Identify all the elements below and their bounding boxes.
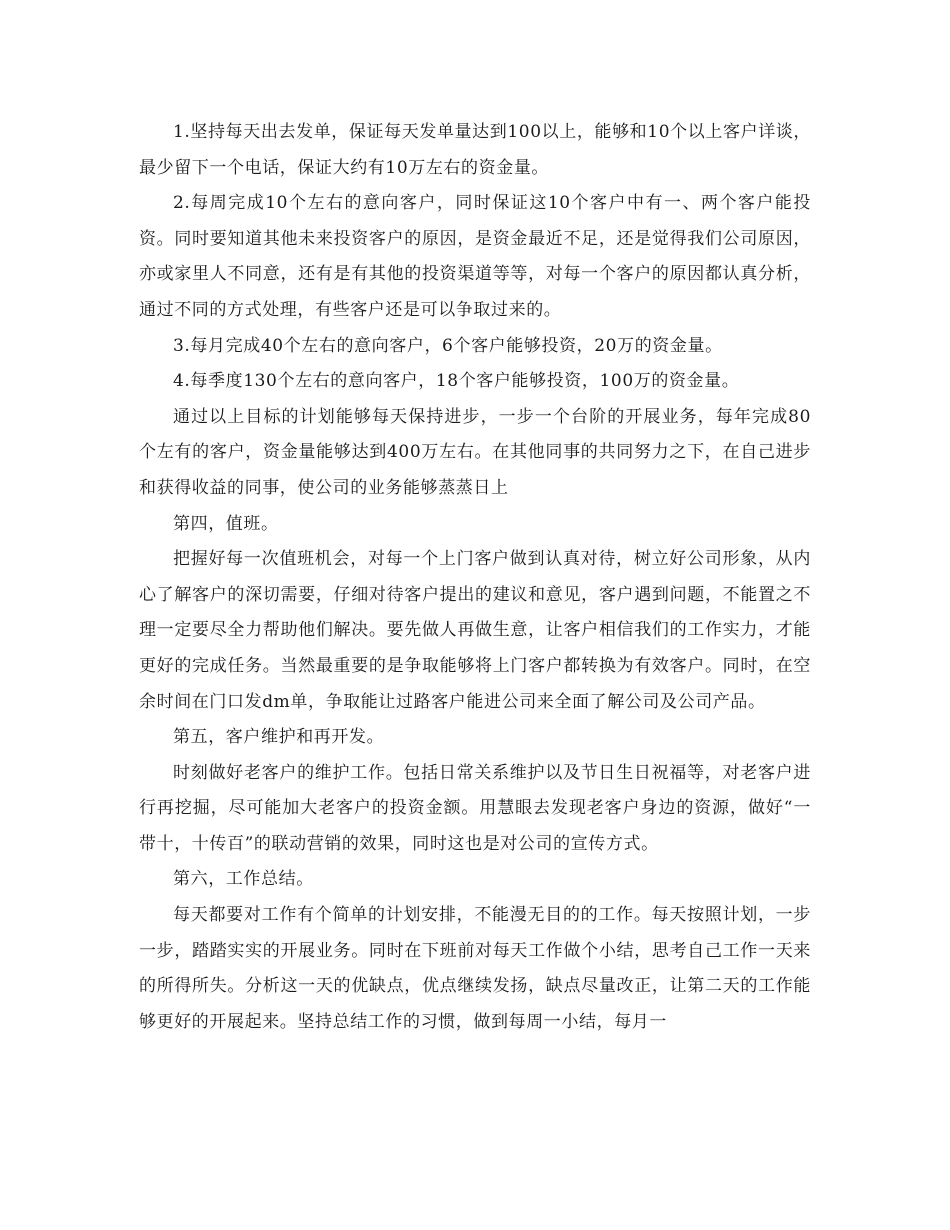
section-heading-work-summary: 第六，工作总结。 [173, 869, 314, 890]
section-heading-client-maintenance: 第五，客户维护和再开发。 [173, 727, 385, 748]
paragraph-duty: 把握好每一次值班机会，对每一个上门客户做到认真对待，树立好公司形象，从内心了解客户的深切需要，仔细对待客户提出的建议和意见，客户遇到问题，不能置之不理一定要尽全力帮助他们解决。要先做人再做生意，让客户相信我们的工作实力，才能更好的完成任务。当然最重要的是争取能够将上门客户都转换为有效客户。同时，在空余时间在门口发dm单，争取能让过路客户能进公司来全面了解公司及公司产品。 [139, 549, 811, 712]
document-body [139, 115, 811, 1040]
section-heading-duty: 第四，值班。 [173, 513, 279, 534]
paragraph-goal-weekly: 2.每周完成10个左右的意向客户，同时保证这10个客户中有一、两个客户能投资。同时要知道其他未来投资客户的原因，是资金最近不足，还是觉得我们公司原因，亦或家里人不同意，还有是有其他的投资渠道等等，对每一个客户的原因都认真分析，通过不同的方式处理，有些客户还是可以争取过来的。 [139, 193, 811, 320]
paragraph-goal-summary: 通过以上目标的计划能够每天保持进步，一步一个台阶的开展业务，每年完成80个左有的客户，资金量能够达到400万左右。在其他同事的共同努力之下，在自己进步和获得收益的同事，使公司的业务能够蒸蒸日上 [139, 406, 811, 498]
paragraph-goal-quarterly: 4.每季度130个左右的意向客户，18个客户能够投资，100万的资金量。 [173, 371, 740, 392]
paragraph-goal-monthly: 3.每月完成40个左右的意向客户，6个客户能够投资，20万的资金量。 [173, 335, 723, 356]
paragraph-client-maintenance: 时刻做好老客户的维护工作。包括日常关系维护以及节日生日祝福等，对老客户进行再挖掘，尽可能加大老客户的投资金额。用慧眼去发现老客户身边的资源，做好“一带十，十传百”的联动营销的效果，同时这也是对公司的宣传方式。 [139, 762, 811, 854]
paragraph-goal-daily: 1.坚持每天出去发单，保证每天发单量达到100以上，能够和10个以上客户详谈，最少留下一个电话，保证大约有10万左右的资金量。 [139, 122, 811, 178]
paragraph-work-summary: 每天都要对工作有个简单的计划安排，不能漫无目的的工作。每天按照计划，一步一步，踏踏实实的开展业务。同时在下班前对每天工作做个小结，思考自己工作一天来的所得所失。分析这一天的优缺点，优点继续发扬，缺点尽量改正，让第二天的工作能够更好的开展起来。坚持总结工作的习惯，做到每周一小结，每月一 [139, 905, 811, 1032]
